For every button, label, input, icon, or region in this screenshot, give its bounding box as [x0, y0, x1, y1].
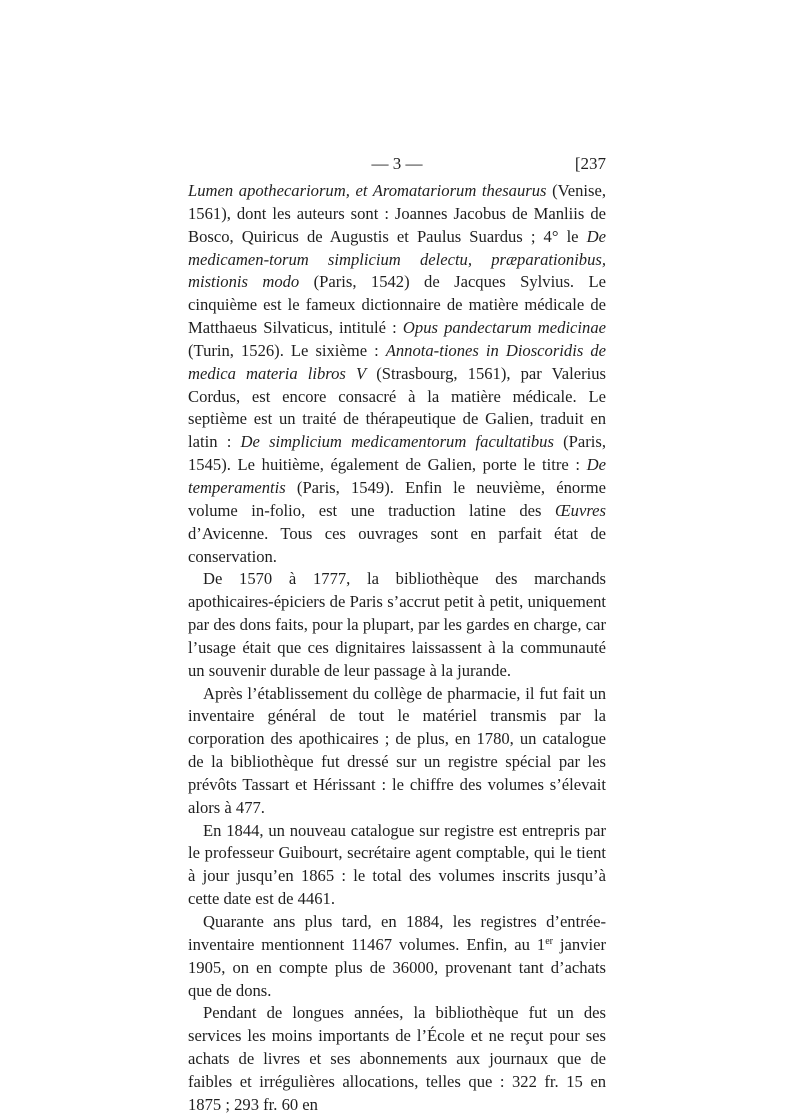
text-run: Pendant de longues années, la bibliothèque fut un des services les moins importants de l’École et ne reçut pour ses achats de livres et ses abonnements aux journaux que de faibles et irrégulières allocations, telles que : 322 fr. 15 en 1875 ; 293 fr. 60 en — [188, 1003, 606, 1114]
italic-title: De medicamen-torum simplicium delectu, præparationibus, mistionis modo — [188, 226, 606, 292]
paragraph — [188, 683, 606, 820]
text-run: (Strasbourg, 1561), par Valerius Cordus, est encore consacré à la matière médicale. Le septième est un traité de thérapeutique de Galien, traduit en latin : — [188, 363, 607, 452]
text-run: janvier 1905, on en compte plus de 36000, provenant tant d’achats que de dons. — [188, 934, 606, 1000]
text-run: (Venise, 1561), dont les auteurs sont : Joannes Jacobus de Manliis de Bosco, Quiricus de Augustis et Paulus Suardus ; 4° le — [188, 181, 606, 246]
italic-title: Annota-tiones in Dioscoridis de medica materia libros V — [188, 340, 606, 383]
page-header — [188, 154, 606, 176]
text-run: d’Avicenne. Tous ces ouvrages sont en parfait état de conservation. — [188, 523, 606, 566]
paragraph — [188, 911, 606, 1002]
text-run: (Turin, 1526). Le sixième : — [188, 340, 386, 360]
italic-title: Œuvres — [555, 500, 606, 520]
text-run: (Paris, 1542) de Jacques Sylvius. Le cinquième est le fameux dictionnaire de matière médicale de Matthaeus Silvaticus, intitulé : — [188, 272, 606, 338]
paragraph — [188, 568, 606, 682]
text-run: (Paris, 1545). Le huitième, également de Galien, porte le titre : — [188, 432, 606, 475]
page-number: — 3 — — [371, 154, 423, 173]
paragraph — [188, 180, 606, 568]
text-run: De 1570 à 1777, la bibliothèque des marchands apothicaires-épiciers de Paris s’accrut petit à petit, uniquement par des dons faits, pour la plupart, par les gardes en charge, car l’usage était que ces dignitaires laissassent à la communauté un souvenir durable de leur passage à la jurande. — [188, 569, 606, 680]
italic-title: De temperamentis — [188, 455, 606, 497]
paragraph — [188, 820, 606, 911]
italic-title: Opus pandectarum medicinae — [402, 318, 606, 338]
text-run: (Paris, 1549). Enfin le neuvième, énorme volume in-folio, est une traduction latine des — [188, 477, 606, 520]
text-run: Après l’établissement du collège de pharmacie, il fut fait un inventaire général de tout le matériel transmis par la corporation des apothicaires ; de plus, en 1780, un catalogue de la bibliothèque fut dressé sur un registre spécial par les prévôts Tassart et Hérissant : le chiffre des volumes s’élevait alors à 477. — [188, 683, 606, 817]
paragraph — [188, 1002, 606, 1116]
superscript-text: er — [545, 935, 553, 947]
body-text — [188, 180, 606, 1117]
text-run: En 1844, un nouveau catalogue sur registre est entrepris par le professeur Guibourt, secrétaire agent comptable, qui le tient à jour jusqu’en 1865 : le total des volumes inscrits jusqu’à cette date est de 4461. — [188, 820, 606, 909]
text-run: Quarante ans plus tard, en 1884, les registres d’entrée-inventaire mentionnent 11467 volumes. Enfin, au 1 — [188, 912, 606, 954]
italic-title: De simplicium medicamentorum facultatibus — [240, 432, 554, 452]
folio-number: [237 — [574, 154, 606, 173]
italic-title: Lumen apothecariorum, et Aromatariorum thesaurus — [188, 181, 547, 200]
